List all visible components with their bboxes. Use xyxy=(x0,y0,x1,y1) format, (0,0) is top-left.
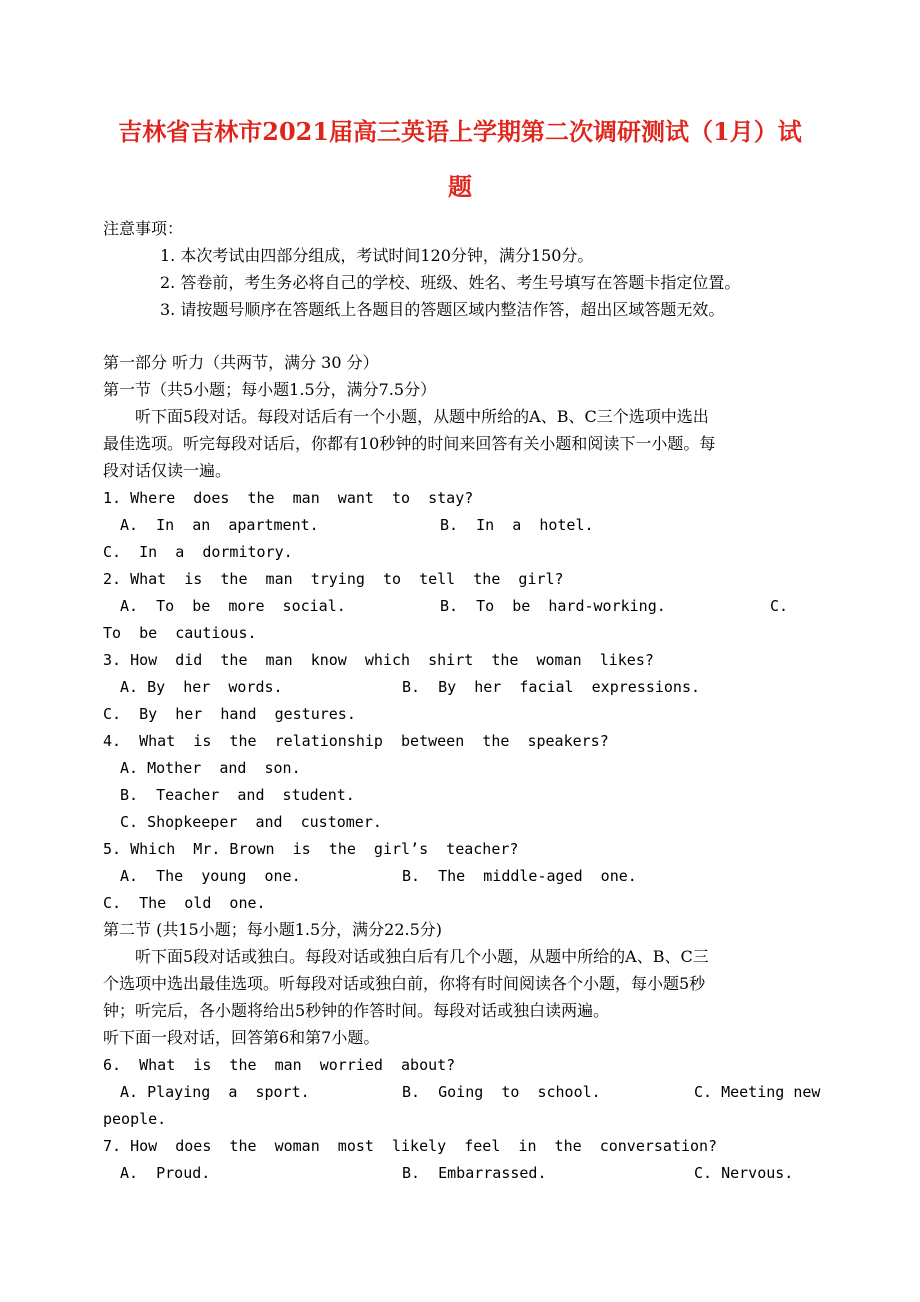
notice-item-2: 2. 答卷前，考生务必将自己的学校、班级、姓名、考生号填写在答题卡指定位置。 xyxy=(160,273,741,292)
option-c: C. Meeting new xyxy=(694,1083,821,1101)
option-a: A. The young one. xyxy=(120,867,301,885)
option-b: B. The middle-aged one. xyxy=(402,867,637,885)
exam-title-line1: 吉林省吉林市2021届高三英语上学期第二次调研测试（1月）试 xyxy=(118,117,802,146)
option-c: C. Nervous. xyxy=(694,1164,794,1182)
option-b: B. Teacher and student. xyxy=(120,786,355,804)
option-a: A. To be more social. xyxy=(120,597,346,615)
question-stem: 2. What is the man trying to tell the girl? xyxy=(103,570,564,588)
option-a: A. By her words. xyxy=(120,678,283,696)
question-stem: 7. How does the woman most likely feel in the conversation? xyxy=(103,1137,718,1155)
section1-instruction: 最佳选项。听完每段对话后，你都有10秒钟的时间来回答有关小题和阅读下一小题。每 xyxy=(103,434,716,453)
notice-item-3: 3. 请按题号顺序在答题纸上各题目的答题区域内整洁作答，超出区域答题无效。 xyxy=(160,300,725,319)
section1-instruction: 听下面5段对话。每段对话后有一个小题，从题中所给的A、B、C三个选项中选出 xyxy=(135,407,709,426)
option-c: C. In a dormitory. xyxy=(103,543,293,561)
option-c: C. Shopkeeper and customer. xyxy=(120,813,382,831)
option-c: C. By her hand gestures. xyxy=(103,705,356,723)
option-b: B. In a hotel. xyxy=(440,516,594,534)
option-c: C. The old one. xyxy=(103,894,266,912)
option-c-continued: people. xyxy=(103,1110,167,1128)
dialogue-note: 听下面一段对话，回答第6和第7小题。 xyxy=(103,1028,380,1047)
option-c-label: C. xyxy=(770,597,789,615)
option-a: A. Mother and son. xyxy=(120,759,301,777)
section2-heading: 第二节 (共15小题；每小题1.5分，满分22.5分) xyxy=(103,920,443,939)
notice-item-1: 1. 本次考试由四部分组成，考试时间120分钟，满分150分。 xyxy=(160,246,594,265)
option-c: To be cautious. xyxy=(103,624,257,642)
section1-heading: 第一节（共5小题；每小题1.5分，满分7.5分） xyxy=(103,380,437,399)
question-stem: 3. How did the man know which shirt the woman likes? xyxy=(103,651,654,669)
section2-instruction: 听下面5段对话或独白。每段对话或独白后有几个小题，从题中所给的A、B、C三 xyxy=(135,947,709,966)
part1-heading: 第一部分 听力（共两节，满分 30 分） xyxy=(103,353,379,372)
notice-heading: 注意事项： xyxy=(103,219,184,238)
option-a: A. Playing a sport. xyxy=(120,1083,310,1101)
option-b: B. By her facial expressions. xyxy=(402,678,701,696)
option-a: A. Proud. xyxy=(120,1164,211,1182)
option-b: B. Going to school. xyxy=(402,1083,601,1101)
exam-title-line2: 题 xyxy=(448,172,472,201)
option-b: B. To be hard-working. xyxy=(440,597,666,615)
section2-instruction: 钟；听完后，各小题将给出5秒钟的作答时间。每段对话或独白读两遍。 xyxy=(103,1001,610,1020)
section1-instruction: 段对话仅读一遍。 xyxy=(103,461,232,480)
option-a: A. In an apartment. xyxy=(120,516,319,534)
question-stem: 5. Which Mr. Brown is the girl’s teacher? xyxy=(103,840,519,858)
section2-instruction: 个选项中选出最佳选项。听每段对话或独白前，你将有时间阅读各个小题，每小题5秒 xyxy=(103,974,706,993)
option-b: B. Embarrassed. xyxy=(402,1164,547,1182)
question-stem: 6. What is the man worried about? xyxy=(103,1056,456,1074)
question-stem: 1. Where does the man want to stay? xyxy=(103,489,474,507)
question-stem: 4. What is the relationship between the speakers? xyxy=(103,732,609,750)
